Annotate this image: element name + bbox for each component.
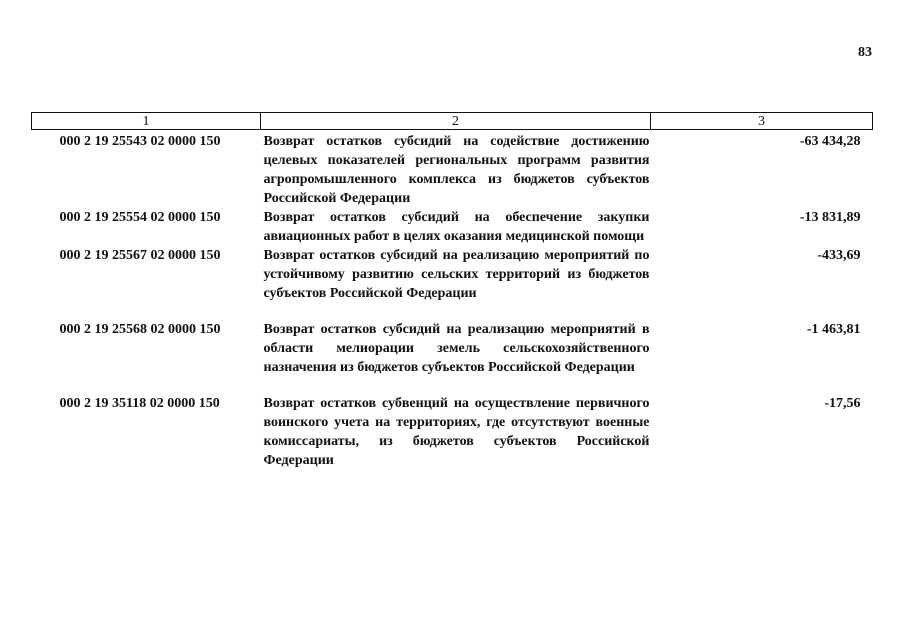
budget-code: 000 2 19 25567 02 0000 150 — [59, 248, 221, 263]
budget-amount: -433,69 — [817, 248, 861, 263]
table-row — [32, 394, 873, 470]
table-header-row — [32, 113, 873, 130]
table-row — [32, 208, 873, 246]
budget-amount: -13 831,89 — [799, 210, 861, 225]
table-row — [32, 246, 873, 320]
budget-amount: -63 434,28 — [799, 134, 861, 149]
budget-table — [31, 112, 873, 470]
header-col-3: 3 — [651, 113, 873, 130]
page-number: 83 — [858, 45, 872, 60]
budget-code: 000 2 19 25568 02 0000 150 — [59, 322, 221, 337]
budget-code: 000 2 19 35118 02 0000 150 — [59, 396, 220, 411]
budget-amount: -17,56 — [824, 396, 861, 411]
budget-description: Возврат остатков субсидий на реализацию мероприятий в области мелиорации земель сельскохозяйственного назначения из бюджетов субъектов Российской Федерации — [263, 322, 650, 375]
budget-description: Возврат остатков субсидий на содействие достижению целевых показателей региональных программ развития агропромышленного комплекса из бюджетов субъектов Российской Федерации — [263, 134, 650, 206]
budget-code: 000 2 19 25543 02 0000 150 — [59, 134, 221, 149]
budget-description: Возврат остатков субвенций на осуществление первичного воинского учета на территориях, где отсутствуют военные комиссариаты, из бюджетов субъектов Российской Федерации — [263, 396, 650, 468]
table-row — [32, 130, 873, 209]
table-row — [32, 320, 873, 394]
header-col-2: 2 — [261, 113, 651, 130]
budget-code: 000 2 19 25554 02 0000 150 — [59, 210, 221, 225]
budget-amount: -1 463,81 — [806, 322, 861, 337]
header-col-1: 1 — [32, 113, 261, 130]
budget-description: Возврат остатков субсидий на обеспечение закупки авиационных работ в целях оказания медицинской помощи — [263, 210, 650, 244]
budget-description: Возврат остатков субсидий на реализацию мероприятий по устойчивому развитию сельских территорий из бюджетов субъектов Российской Федерации — [263, 248, 650, 301]
